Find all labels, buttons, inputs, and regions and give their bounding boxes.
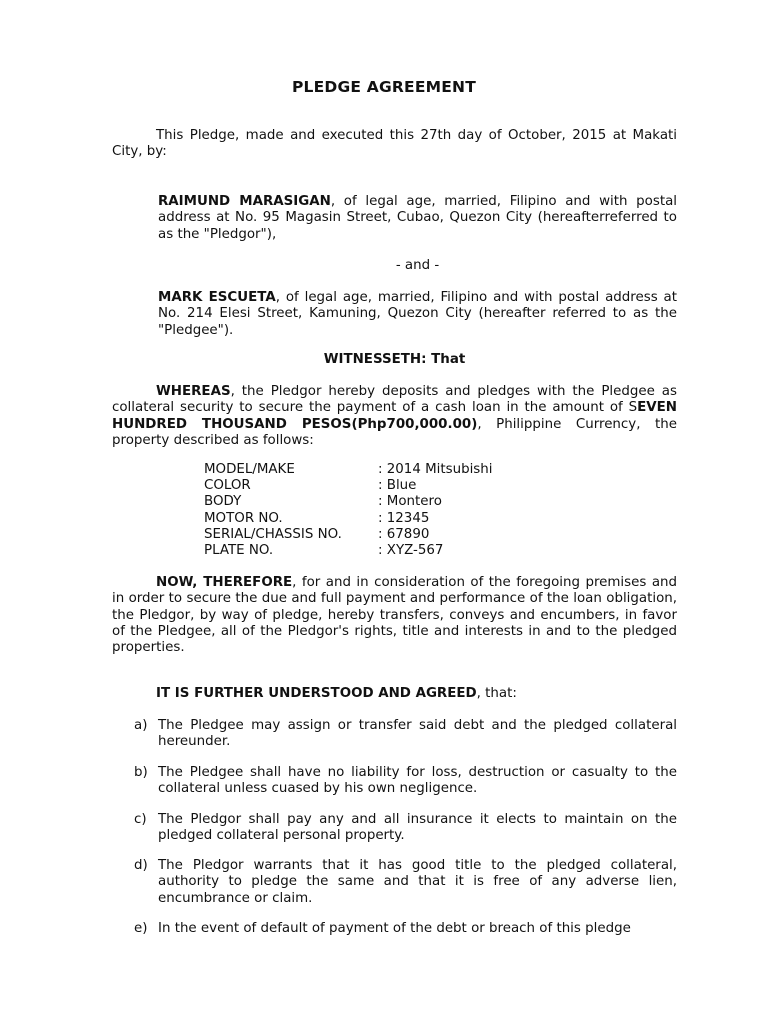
list-item-label: c): [134, 812, 147, 827]
property-key: COLOR: [204, 478, 251, 494]
list-item: [134, 812, 677, 845]
property-value: : 2014 Mitsubishi: [378, 462, 493, 477]
property-key: SERIAL/CHASSIS NO.: [204, 526, 342, 542]
loan-amount: EVEN HUNDRED THOUSAND PESOS(Php700,000.00): [112, 400, 677, 432]
and-separator: - and -: [395, 258, 440, 273]
property-value: : Blue: [378, 478, 417, 494]
further-agreed-lead: IT IS FURTHER UNDERSTOOD AND AGREED: [156, 686, 477, 701]
list-item-text: The Pledgee may assign or transfer said debt and the pledged collateral hereunder.: [158, 718, 677, 750]
pledgee-name: MARK ESCUETA: [158, 290, 276, 305]
whereas-text-1: , the Pledgor hereby deposits and pledges with the Pledgee as collateral security to secure the payment of a cash loan in the amount of S: [112, 384, 677, 416]
whereas-text-2: , Philippine Currency, the property described as follows:: [112, 416, 677, 448]
list-item: [134, 921, 677, 937]
property-row: [204, 478, 504, 494]
now-therefore-text: , for and in consideration of the foregoing premises and in order to secure the due and full payment and performance of the loan obligation, the Pledgor, by way of pledge, hereby transfers, conveys and encumbers, in favor of the Pledgee, all of the Pledgor's rights, title and interests in and to the pledged properties.: [112, 575, 678, 656]
property-table: [204, 462, 504, 559]
property-key: PLATE NO.: [204, 542, 274, 558]
property-row: [204, 511, 504, 527]
witnesseth-heading: WITNESSETH: That: [323, 352, 466, 367]
now-therefore-paragraph: [112, 575, 677, 656]
property-row: [204, 462, 504, 478]
list-item-label: a): [134, 718, 148, 733]
property-value: : Montero: [378, 494, 442, 510]
list-item-label: b): [134, 765, 148, 780]
further-agreed-paragraph: [112, 686, 677, 702]
property-key: MOTOR NO.: [204, 510, 283, 526]
list-item: [134, 718, 677, 751]
list-item: [134, 765, 677, 798]
property-row: [204, 527, 504, 543]
pledgee-details: , of legal age, married, Filipino and with postal address at No. 214 Elesi Street, Kamuning, Quezon City (hereafter referred to as the "Pledgee").: [158, 290, 677, 338]
pledgor-name: RAIMUND MARASIGAN: [158, 194, 331, 209]
property-key: BODY: [204, 494, 242, 510]
pledgor-details: , of legal age, married, Filipino and with postal address at No. 95 Magasin Street, Cubao, Quezon City (hereafterreferred to as the "Pledgor"),: [158, 194, 678, 242]
property-key: MODEL/MAKE: [204, 462, 295, 477]
list-item-label: d): [134, 858, 148, 873]
property-value: : 67890: [378, 526, 430, 542]
document-title: PLEDGE AGREEMENT: [292, 78, 476, 96]
pledgee-paragraph: [158, 290, 677, 339]
property-value: : 12345: [378, 510, 430, 526]
property-row: [204, 494, 504, 510]
now-therefore-lead: NOW, THEREFORE: [156, 575, 293, 590]
list-item-label: e): [134, 921, 148, 936]
further-agreed-text: , that:: [476, 686, 517, 701]
list-item-text: The Pledgor shall pay any and all insurance it elects to maintain on the pledged collateral personal property.: [158, 812, 677, 844]
list-item-text: The Pledgee shall have no liability for loss, destruction or casualty to the collateral unless cuased by his own negligence.: [158, 765, 677, 797]
property-value: : XYZ-567: [378, 542, 444, 558]
list-item-text: The Pledgor warrants that it has good title to the pledged collateral, authority to pledge the same and that it is free of any adverse lien, encumbrance or claim.: [158, 858, 677, 906]
whereas-paragraph: [112, 384, 677, 449]
list-item: [134, 858, 677, 907]
whereas-lead: WHEREAS: [156, 384, 231, 399]
pledgor-paragraph: [158, 194, 677, 243]
intro-paragraph: This Pledge, made and executed this 27th day of October, 2015 at Makati City, by:: [112, 128, 677, 160]
property-row: [204, 543, 504, 559]
list-item-text: In the event of default of payment of the debt or breach of this pledge: [158, 921, 631, 936]
